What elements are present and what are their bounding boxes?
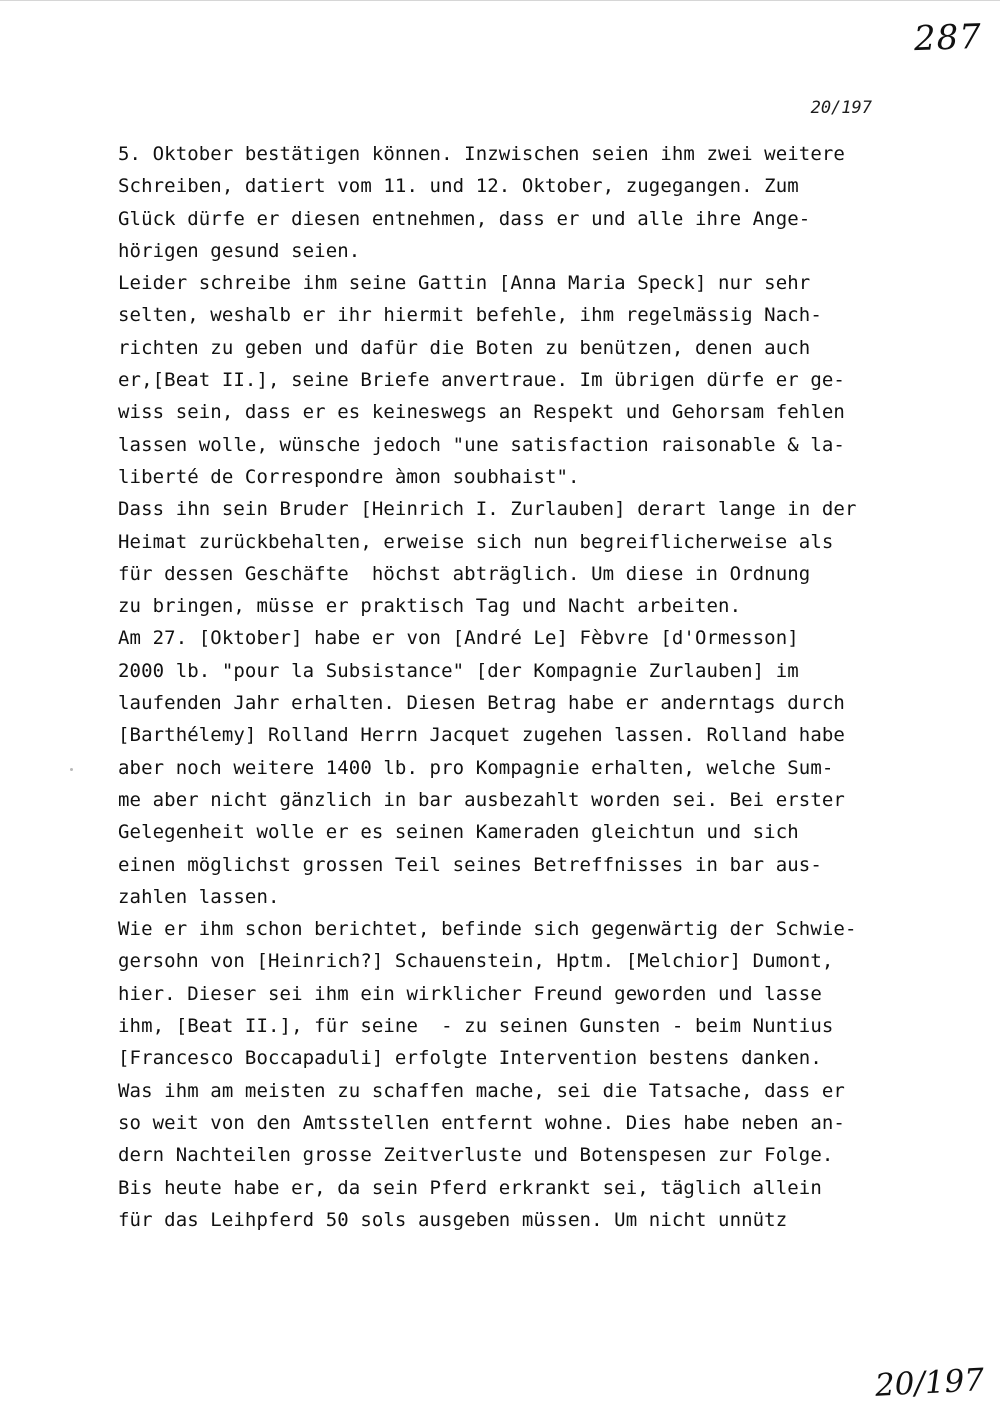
text-line: wiss sein, dass er es keineswegs an Respekt und Gehorsam fehlen (118, 401, 845, 424)
text-line: richten zu geben und dafür die Boten zu benützen, denen auch (118, 336, 811, 359)
reference-number: 20/197 (810, 98, 872, 118)
text-line: liberté de Correspondre àmon soubhaist". (118, 465, 580, 488)
text-line: Heimat zurückbehalten, erweise sich nun begreiflicherweise als (118, 530, 834, 553)
text-line: Gelegenheit wolle er es seinen Kameraden gleichtun und sich (118, 821, 799, 844)
text-line: [Francesco Boccapaduli] erfolgte Intervention bestens danken. (118, 1047, 822, 1070)
handwritten-folio-number: 287 (913, 16, 983, 60)
text-line: so weit von den Amtsstellen entfernt wohne. Dies habe neben an- (118, 1111, 845, 1134)
text-line: er,[Beat II.], seine Briefe anvertraue. Im übrigen dürfe er ge- (118, 369, 845, 392)
text-line: zu bringen, müsse er praktisch Tag und Nacht arbeiten. (118, 595, 742, 618)
text-line: lassen wolle, wünsche jedoch "une satisfaction raisonable & la- (118, 433, 845, 456)
text-line: hier. Dieser sei ihm ein wirklicher Freund geworden und lasse (118, 982, 822, 1005)
text-line: Was ihm am meisten zu schaffen mache, sei die Tatsache, dass er (118, 1079, 845, 1102)
text-line: laufenden Jahr erhalten. Diesen Betrag habe er anderntags durch (118, 692, 845, 715)
text-line: aber noch weitere 1400 lb. pro Kompagnie erhalten, welche Sum- (118, 756, 834, 779)
text-line: gersohn von [Heinrich?] Schauenstein, Hptm. [Melchior] Dumont, (118, 950, 834, 973)
text-line: für das Leihpferd 50 sols ausgeben müssen. Um nicht unnütz (118, 1208, 788, 1231)
text-line: me aber nicht gänzlich in bar ausbezahlt worden sei. Bei erster (118, 788, 845, 811)
handwritten-page-number: 20/197 (874, 1362, 985, 1404)
text-line: ihm, [Beat II.], für seine - zu seinen Gunsten - beim Nuntius (118, 1015, 834, 1038)
text-line: hörigen gesund seien. (118, 239, 361, 262)
text-line: Leider schreibe ihm seine Gattin [Anna Maria Speck] nur sehr (118, 272, 811, 295)
text-line: Am 27. [Oktober] habe er von [André Le] Fèbvre [d'Ormesson] (118, 627, 799, 650)
text-line: Schreiben, datiert vom 11. und 12. Oktober, zugegangen. Zum (118, 175, 799, 198)
text-line: zahlen lassen. (118, 885, 280, 908)
text-line: [Barthélemy] Rolland Herrn Jacquet zugehen lassen. Rolland habe (118, 724, 845, 747)
text-line: einen möglichst grossen Teil seines Betreffnisses in bar aus- (118, 853, 822, 876)
text-line: 5. Oktober bestätigen können. Inzwischen seien ihm zwei weitere (118, 143, 845, 165)
text-line: dern Nachteilen grosse Zeitverluste und Botenspesen zur Folge. (118, 1144, 834, 1167)
text-line: Bis heute habe er, da sein Pferd erkrankt sei, täglich allein (118, 1176, 822, 1199)
document-body (118, 138, 898, 1236)
scan-speck (70, 768, 73, 771)
text-line: Dass ihn sein Bruder [Heinrich I. Zurlauben] derart lange in der (118, 498, 857, 521)
text-line: für dessen Geschäfte höchst abträglich. Um diese in Ordnung (118, 562, 811, 585)
text-line: 2000 lb. "pour la Subsistance" [der Kompagnie Zurlauben] im (118, 659, 799, 682)
text-line: Wie er ihm schon berichtet, befinde sich gegenwärtig der Schwie- (118, 918, 857, 941)
text-line: selten, weshalb er ihr hiermit befehle, ihm regelmässig Nach- (118, 304, 822, 327)
text-line: Glück dürfe er diesen entnehmen, dass er und alle ihre Ange- (118, 207, 811, 230)
